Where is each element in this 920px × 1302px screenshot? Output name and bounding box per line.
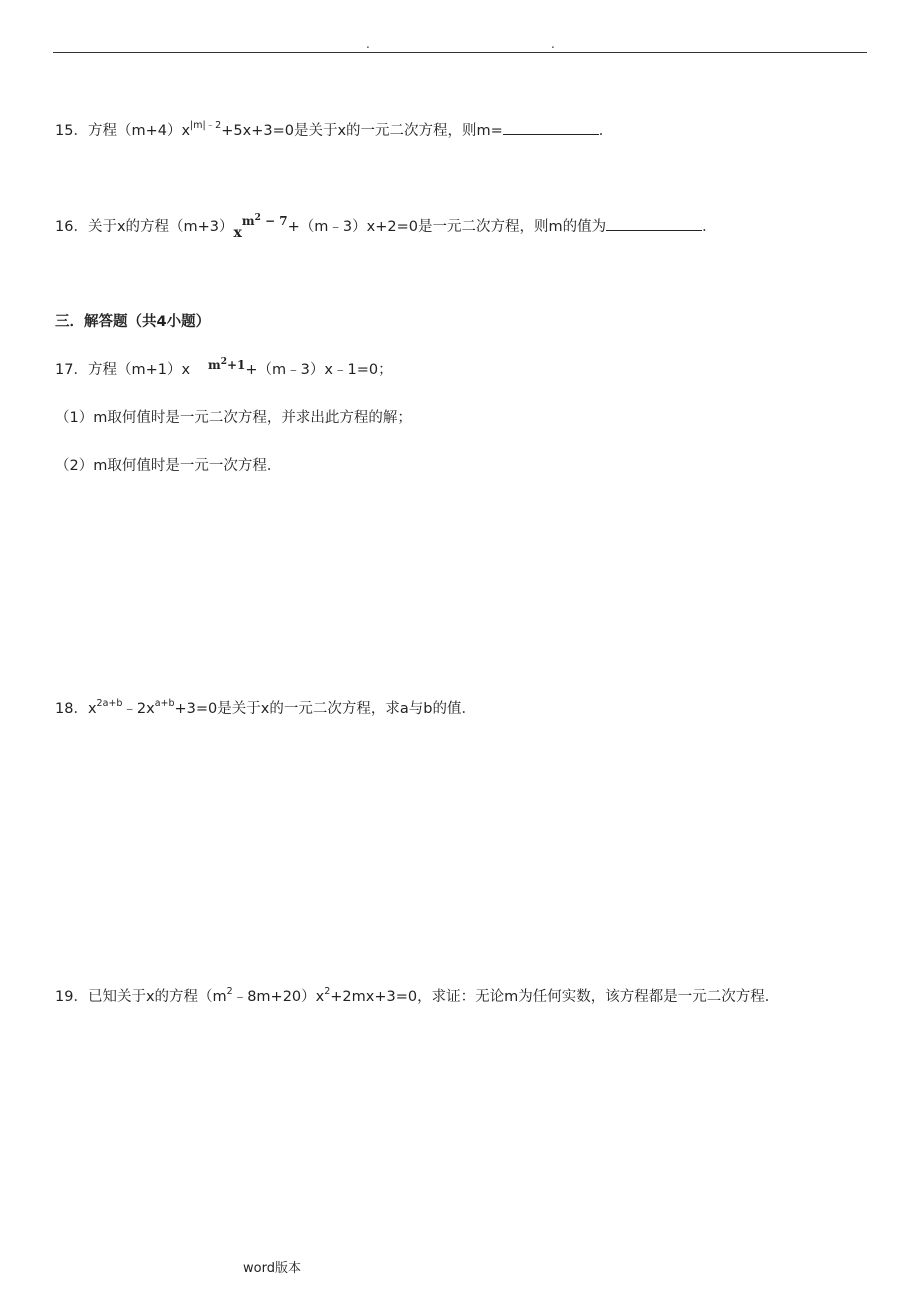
q19-prefix: 19．已知关于x的方程（m [55, 989, 227, 1005]
question-17 [55, 357, 393, 382]
question-15 [55, 120, 613, 143]
q19-exponent-2: 2 [324, 986, 331, 997]
q19-exponent-1: 2 [226, 986, 233, 997]
question-17-part-1: （1）m取何值时是一元二次方程，并求出此方程的解； [55, 410, 412, 426]
question-19 [55, 987, 779, 1009]
q18-exponent-2: a+b [154, 698, 175, 709]
q16-prefix: 16．关于x的方程（m+3） [55, 219, 234, 235]
q16-base: x [233, 225, 242, 241]
q16-answer-blank[interactable] [606, 216, 702, 231]
header-dot-right: . [551, 37, 555, 51]
q15-answer-blank[interactable] [503, 120, 599, 135]
q18-exponent-1: 2a+b [96, 698, 123, 709]
question-17-part-2: （2）m取何值时是一元一次方程． [55, 458, 282, 474]
q16-end: ． [702, 219, 717, 235]
footer-label: word版本 [243, 1261, 301, 1276]
question-18 [55, 699, 476, 721]
q18-prefix: 18．x [55, 701, 97, 717]
q17-exponent [208, 358, 245, 372]
q15-exponent: |m|﹣2 [190, 120, 222, 131]
q17-prefix: 17．方程（m+1）x [55, 362, 191, 378]
q16-exponent-rest: − 7 [260, 214, 288, 228]
header-rule [53, 52, 867, 53]
q16-exponent-m: m [241, 214, 255, 228]
question-16 [55, 213, 717, 241]
q17-middle: +（m﹣3）x﹣1=0； [245, 362, 393, 378]
q18-middle: ﹣2x [122, 701, 155, 717]
header-dot-left: . [366, 37, 370, 51]
q15-end: ． [598, 123, 614, 139]
q15-prefix: 15．方程（m+4）x [55, 123, 191, 139]
q15-middle: +5x+3=0是关于x的一元二次方程，则m= [221, 123, 503, 139]
q19-rest: +2mx+3=0，求证：无论m为任何实数，该方程都是一元二次方程． [330, 989, 780, 1005]
q16-middle: +（m﹣3）x+2=0是一元二次方程，则m的值为 [287, 219, 607, 235]
q18-rest: +3=0是关于x的一元二次方程，求a与b的值． [174, 701, 476, 717]
q16-exponent [242, 214, 288, 228]
q17-exponent-square: 2 [220, 357, 227, 367]
q17-exponent-m: m [208, 358, 221, 372]
q17-exponent-rest: +1 [227, 358, 246, 372]
q16-exponent-square: 2 [254, 213, 261, 223]
q19-middle: ﹣8m+20）x [232, 989, 325, 1005]
section-3-title: 三．解答题（共4小题） [55, 314, 211, 330]
